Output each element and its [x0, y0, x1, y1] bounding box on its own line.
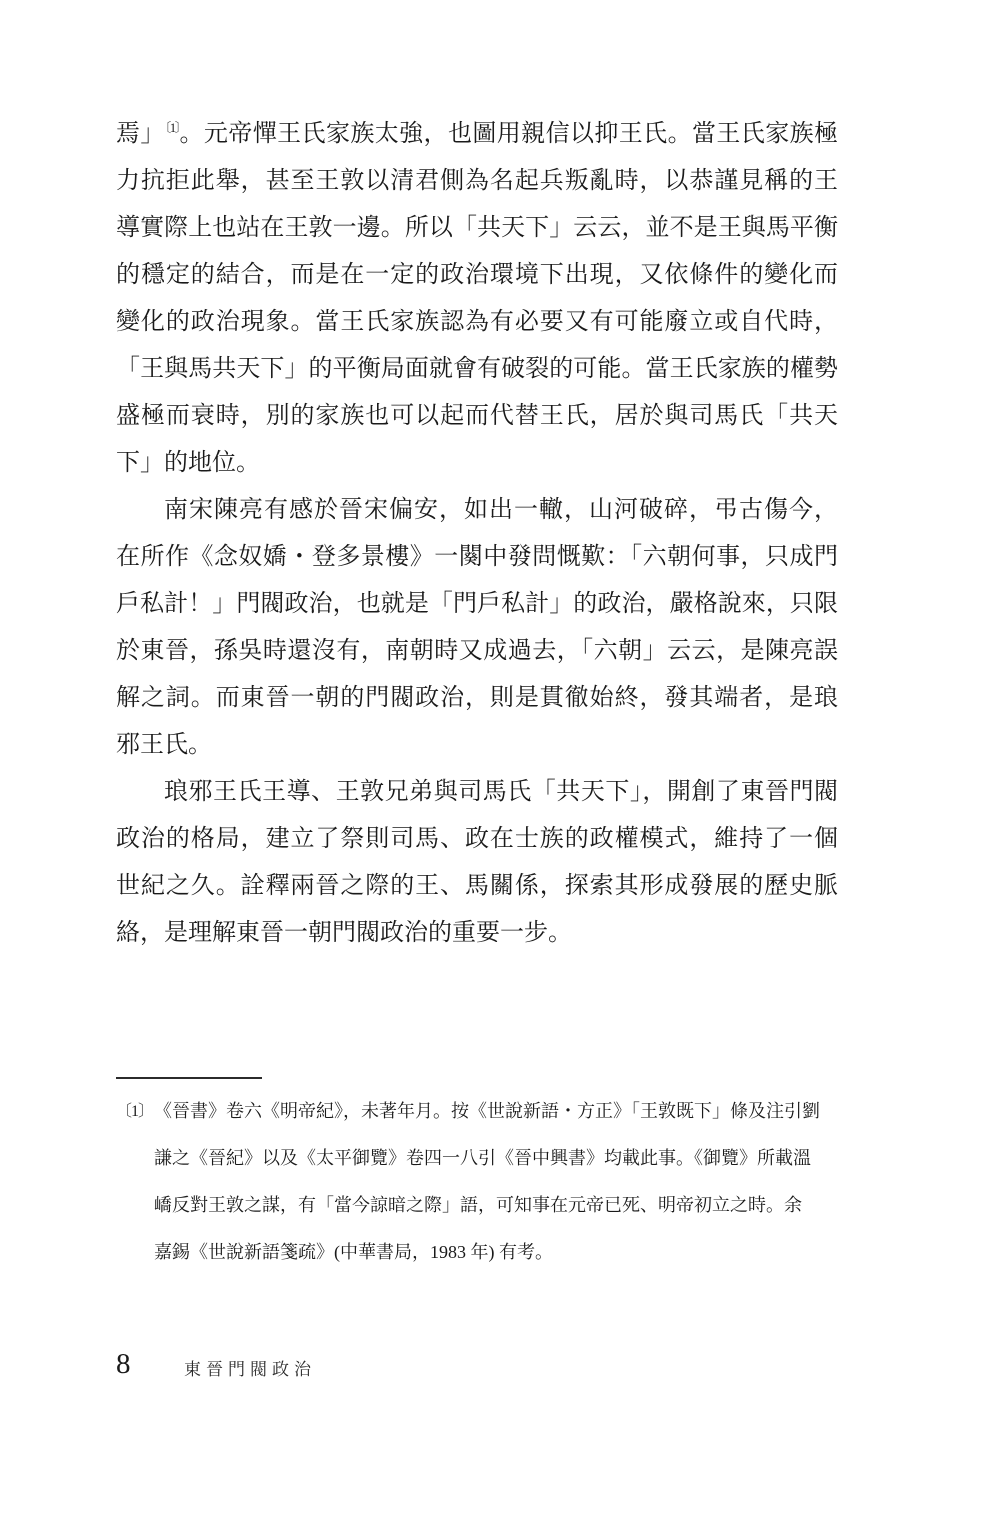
body-line: 於東晉，孫吳時還沒有，南朝時又成過去，「六朝」云云，是陳亮誤	[116, 638, 838, 664]
footnote	[116, 1088, 838, 1276]
body-line: 世紀之久。詮釋兩晉之際的王、馬關係，探索其形成發展的歷史脈	[116, 873, 838, 899]
footnote-line: 《晉書》卷六《明帝紀》，未著年月。按《世說新語・方正》「王敦既下」條及注引劉	[154, 1101, 820, 1121]
body-text	[116, 111, 838, 957]
footnote-rule	[116, 1077, 262, 1079]
body-line: 在所作《念奴嬌・登多景樓》一闋中發問慨歎：「六朝何事，只成門	[116, 544, 838, 570]
page-number: 8	[116, 1348, 131, 1380]
body-line: 盛極而衰時，別的家族也可以起而代替王氏，居於與司馬氏「共天	[116, 403, 838, 429]
footnote-text	[154, 1088, 838, 1276]
body-line: 邪王氏。	[116, 732, 212, 758]
footnote-line: 嶠反對王敦之謀，有「當今諒暗之際」語，可知事在元帝已死、明帝初立之時。余	[154, 1195, 802, 1215]
body-line: 政治的格局，建立了祭則司馬、政在士族的政權模式，維持了一個	[116, 826, 838, 852]
body-line: 力抗拒此舉，甚至王敦以清君側為名起兵叛亂時，以恭謹見稱的王	[116, 168, 838, 194]
body-line: 琅邪王氏王導、王敦兄弟與司馬氏「共天下」，開創了東晉門閥	[164, 779, 838, 805]
body-line-text: 。元帝憚王氏家族太強，也圖用親信以抑王氏。當王氏家族極	[179, 121, 838, 147]
body-line	[116, 111, 838, 158]
body-line: 「王與馬共天下」的平衡局面就會有破裂的可能。當王氏家族的權勢	[116, 356, 838, 382]
running-title: 東晉門閥政治	[184, 1360, 316, 1379]
footnote-marker: 〔1〕	[116, 1103, 154, 1120]
body-line-text: 焉」	[116, 121, 165, 147]
footnote-line: 謙之《晉紀》以及《太平御覽》卷四一八引《晉中興書》均載此事。《御覽》所載溫	[154, 1148, 811, 1168]
body-line: 的穩定的結合，而是在一定的政治環境下出現，又依條件的變化而	[116, 262, 838, 288]
body-line: 南宋陳亮有感於晉宋偏安，如出一轍，山河破碎，弔古傷今，	[164, 497, 838, 523]
body-line: 變化的政治現象。當王氏家族認為有必要又有可能廢立或自代時，	[116, 309, 838, 335]
body-line: 絡，是理解東晉一朝門閥政治的重要一步。	[116, 920, 572, 946]
footnote-line: 嘉錫《世說新語箋疏》(中華書局，1983 年) 有考。	[154, 1242, 553, 1262]
footnote-ref: 〔1〕	[164, 120, 180, 135]
body-line: 導實際上也站在王敦一邊。所以「共天下」云云，並不是王與馬平衡	[116, 215, 838, 241]
body-line: 戶私計！」門閥政治，也就是「門戶私計」的政治，嚴格說來，只限	[116, 591, 838, 617]
body-line: 下」的地位。	[116, 450, 260, 476]
body-line: 解之詞。而東晉一朝的門閥政治，則是貫徹始終，發其端者，是琅	[116, 685, 838, 711]
